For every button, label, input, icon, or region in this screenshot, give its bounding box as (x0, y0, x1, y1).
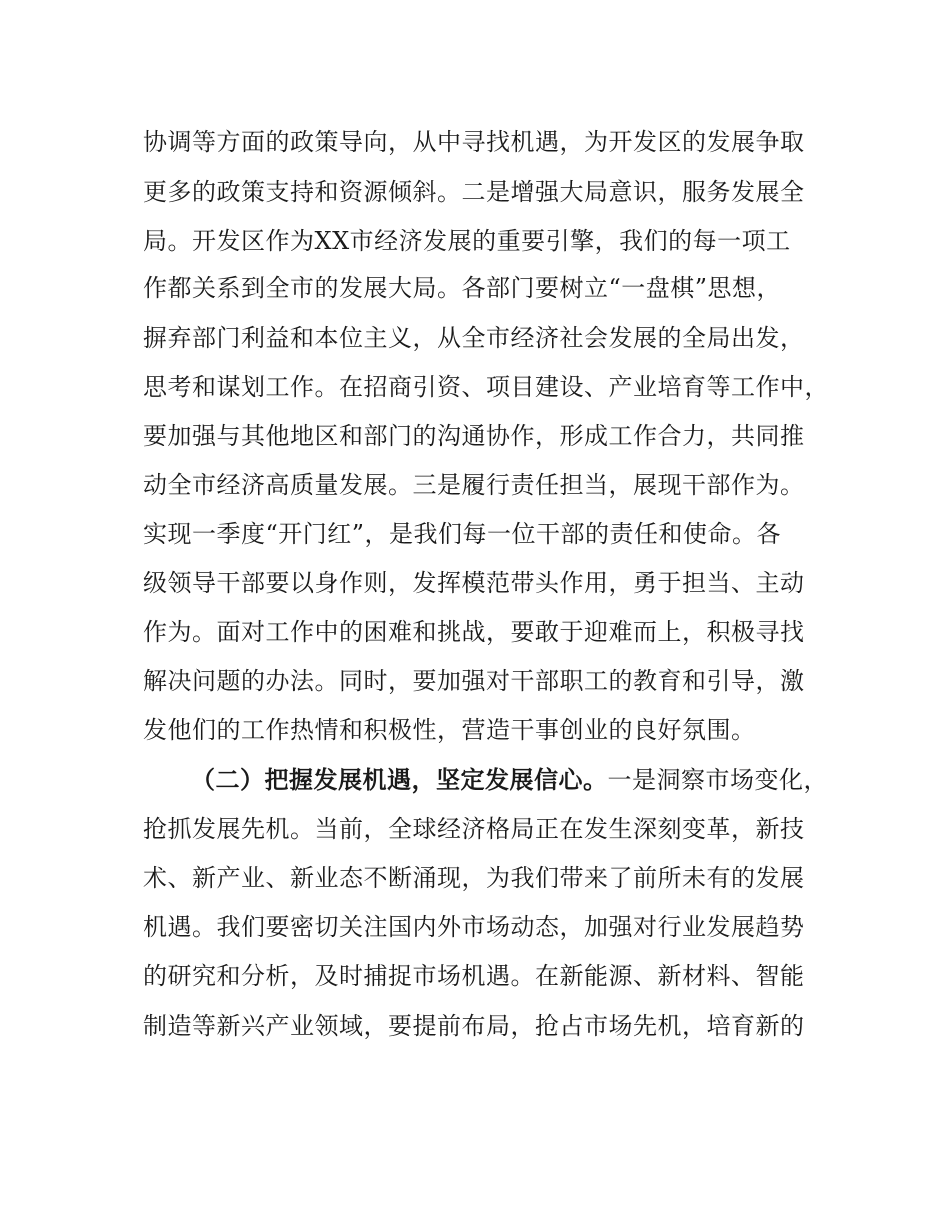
paragraph-1-line-6: 思考和谋划工作。在招商引资、项目建设、产业培育等工作中， (143, 373, 829, 401)
paragraph-1-line-2: 更多的政策支持和资源倾斜。二是增强大局意识，服务发展全 (143, 178, 805, 206)
paragraph-1-line-13: 发他们的工作热情和积极性，营造干事创业的良好氛围。 (143, 716, 756, 744)
paragraph-1-line-9: 实现一季度“开门红”，是我们每一位干部的责任和使命。各 (143, 520, 782, 548)
paragraph-1-line-3: 局。开发区作为XX市经济发展的重要引擎，我们的每一项工 (143, 227, 791, 255)
paragraph-1-line-10: 级领导干部要以身作则，发挥模范带头作用，勇于担当、主动 (143, 569, 805, 597)
paragraph-2-first-line (191, 764, 833, 796)
paragraph-2-line-6: 制造等新兴产业领域，要提前布局，抢占市场先机，培育新的 (143, 1012, 805, 1040)
paragraph-1-line-4: 作都关系到全市的发展大局。各部门要树立“一盘棋”思想， (143, 274, 782, 302)
paragraph-1-line-1: 协调等方面的政策导向，从中寻找机遇，为开发区的发展争取 (143, 128, 805, 156)
paragraph-2-line-4: 机遇。我们要密切关注国内外市场动态，加强对行业发展趋势 (143, 913, 805, 941)
paragraph-1-line-5: 摒弃部门利益和本位主义，从全市经济社会发展的全局出发， (143, 324, 805, 352)
paragraph-1-line-7: 要加强与其他地区和部门的沟通协作，形成工作合力，共同推 (143, 422, 805, 450)
paragraph-1-line-12: 解决问题的办法。同时，要加强对干部职工的教育和引导，激 (143, 667, 805, 695)
section-heading: （二）把握发展机遇，坚定发展信心。 (191, 766, 608, 794)
paragraph-2-first-line-text: 一是洞察市场变化， (607, 766, 828, 794)
paragraph-2-line-5: 的研究和分析，及时捕捉市场机遇。在新能源、新材料、智能 (143, 962, 805, 990)
paragraph-2-line-2: 抢抓发展先机。当前，全球经济格局正在发生深刻变革，新技 (143, 815, 805, 843)
paragraph-1-line-11: 作为。面对工作中的困难和挑战，要敢于迎难而上，积极寻找 (143, 618, 805, 646)
paragraph-1-line-8: 动全市经济高质量发展。三是履行责任担当，展现干部作为。 (143, 471, 805, 499)
paragraph-2-line-3: 术、新产业、新业态不断涌现，为我们带来了前所未有的发展 (143, 864, 805, 892)
